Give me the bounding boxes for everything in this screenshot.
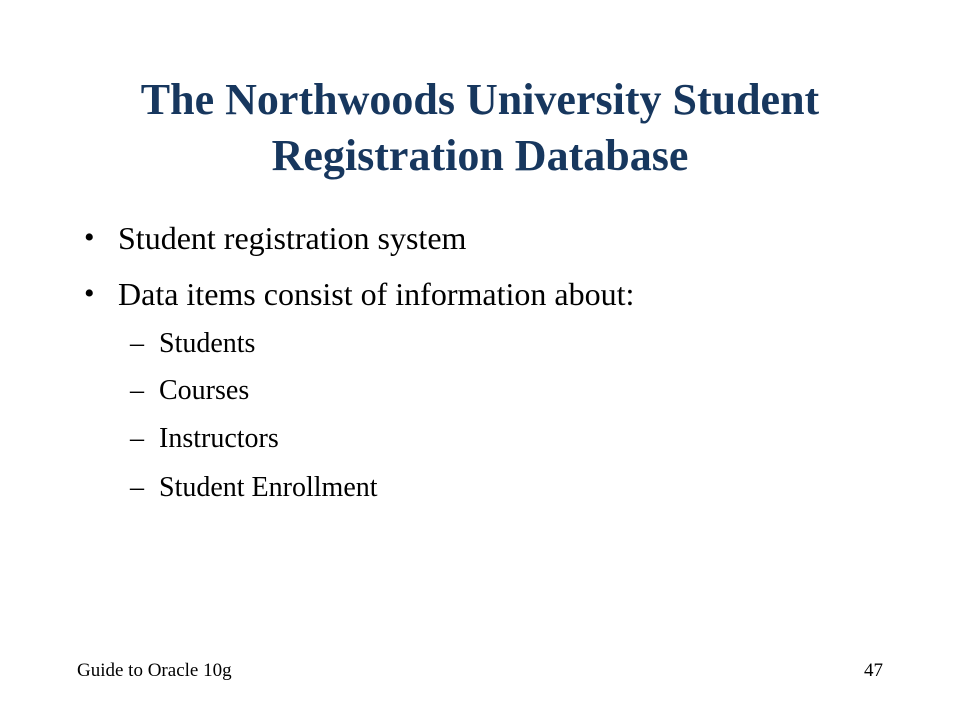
slide-title (60, 72, 900, 184)
sub-bullet-item (130, 471, 378, 505)
bullet-marker: • (84, 277, 95, 310)
sub-bullet-marker: – (130, 423, 144, 454)
sub-bullet-marker: – (130, 375, 144, 406)
sub-bullet-item (130, 374, 250, 408)
sub-bullet-text: Courses (159, 375, 250, 406)
bullet-item (84, 275, 635, 313)
sub-bullet-item (130, 327, 256, 361)
sub-bullet-text: Instructors (159, 423, 279, 454)
title-line-1: The Northwoods University Student (140, 75, 820, 124)
sub-bullet-text: Students (159, 328, 256, 359)
sub-bullet-marker: – (130, 328, 144, 359)
page-number: 47 (864, 660, 883, 681)
sub-bullet-item (130, 422, 279, 456)
sub-bullet-marker: – (130, 472, 144, 503)
title-line-2: Registration Database (271, 131, 689, 180)
bullet-item (84, 219, 467, 257)
bullet-marker: • (84, 221, 95, 254)
sub-bullet-text: Student Enrollment (159, 472, 378, 503)
footer-source: Guide to Oracle 10g (77, 660, 232, 681)
bullet-text: Student registration system (118, 220, 467, 256)
bullet-text: Data items consist of information about: (118, 276, 635, 312)
